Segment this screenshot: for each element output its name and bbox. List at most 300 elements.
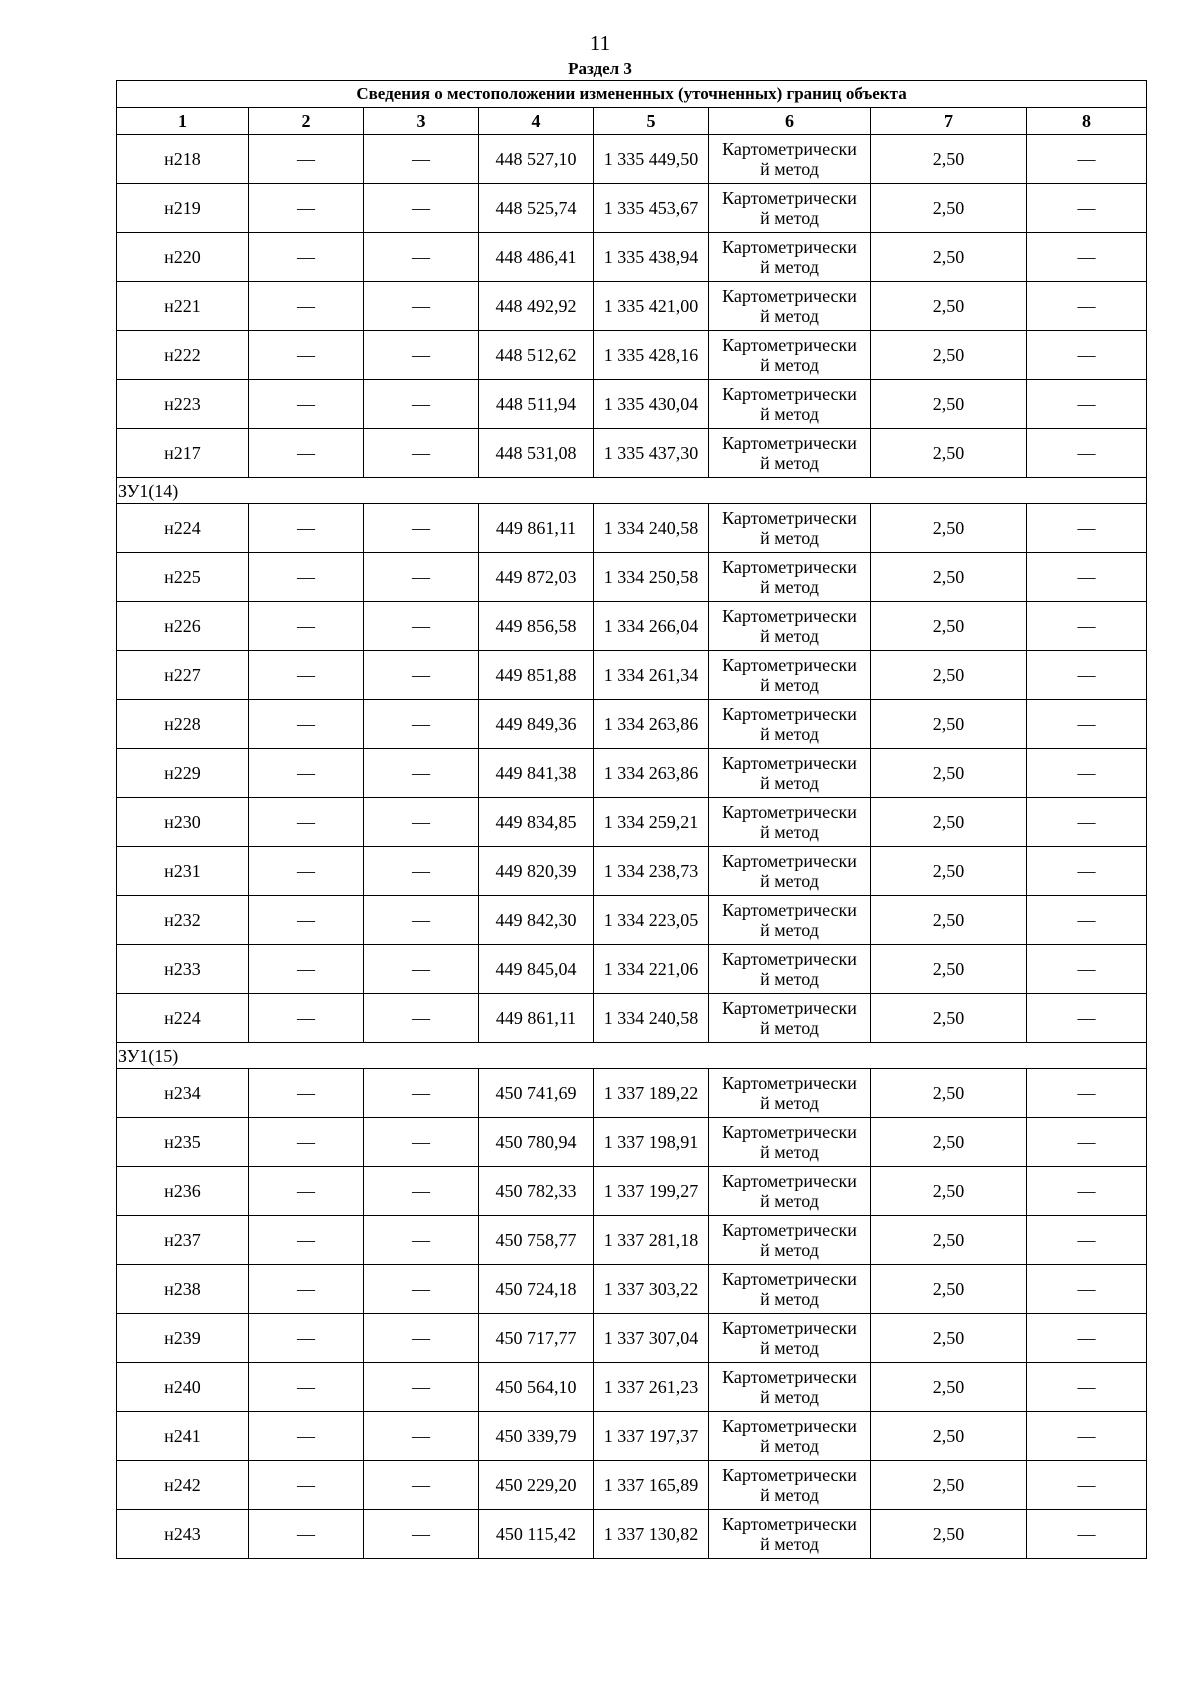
column-number: 5: [594, 108, 709, 135]
empty-dash-cell: —: [249, 896, 364, 945]
accuracy-cell: 2,50: [871, 380, 1027, 429]
y-coordinate-cell: 1 335 428,16: [594, 331, 709, 380]
empty-dash-cell: —: [1027, 184, 1147, 233]
empty-dash-cell: —: [249, 602, 364, 651]
point-number-cell: н240: [117, 1363, 249, 1412]
empty-dash-cell: —: [1027, 700, 1147, 749]
point-number-cell: н239: [117, 1314, 249, 1363]
method-cell: [709, 798, 871, 847]
table-row: [117, 1461, 1147, 1510]
method-line: Картометрически: [722, 1073, 857, 1093]
empty-dash-cell: —: [1027, 798, 1147, 847]
empty-dash-cell: —: [364, 282, 479, 331]
x-coordinate-cell: 450 115,42: [479, 1510, 594, 1559]
empty-dash-cell: —: [364, 1314, 479, 1363]
column-number: 1: [117, 108, 249, 135]
empty-dash-cell: —: [364, 380, 479, 429]
empty-dash-cell: —: [364, 1412, 479, 1461]
table-row: [117, 1069, 1147, 1118]
table-row: [117, 798, 1147, 847]
method-line: Картометрически: [722, 949, 857, 969]
empty-dash-cell: —: [1027, 1069, 1147, 1118]
y-coordinate-cell: 1 334 238,73: [594, 847, 709, 896]
empty-dash-cell: —: [249, 1265, 364, 1314]
method-line: й метод: [760, 1534, 819, 1554]
method-cell: [709, 945, 871, 994]
empty-dash-cell: —: [249, 282, 364, 331]
x-coordinate-cell: 449 872,03: [479, 553, 594, 602]
point-number-cell: н223: [117, 380, 249, 429]
method-cell: [709, 749, 871, 798]
method-line: Картометрически: [722, 998, 857, 1018]
empty-dash-cell: —: [1027, 1265, 1147, 1314]
x-coordinate-cell: 450 758,77: [479, 1216, 594, 1265]
y-coordinate-cell: 1 337 303,22: [594, 1265, 709, 1314]
x-coordinate-cell: 448 527,10: [479, 135, 594, 184]
table-row: [117, 1265, 1147, 1314]
y-coordinate-cell: 1 334 261,34: [594, 651, 709, 700]
method-line: Картометрически: [722, 1220, 857, 1240]
empty-dash-cell: —: [249, 1314, 364, 1363]
empty-dash-cell: —: [1027, 135, 1147, 184]
method-line: Картометрически: [722, 900, 857, 920]
table-row: [117, 749, 1147, 798]
table-row: [117, 896, 1147, 945]
point-number-cell: н230: [117, 798, 249, 847]
method-line: й метод: [760, 404, 819, 424]
empty-dash-cell: —: [249, 651, 364, 700]
empty-dash-cell: —: [1027, 1510, 1147, 1559]
y-coordinate-cell: 1 334 263,86: [594, 749, 709, 798]
y-coordinate-cell: 1 334 259,21: [594, 798, 709, 847]
point-number-cell: н235: [117, 1118, 249, 1167]
y-coordinate-cell: 1 337 198,91: [594, 1118, 709, 1167]
accuracy-cell: 2,50: [871, 1461, 1027, 1510]
method-line: й метод: [760, 1338, 819, 1358]
method-line: Картометрически: [722, 1465, 857, 1485]
method-line: й метод: [760, 871, 819, 891]
empty-dash-cell: —: [249, 380, 364, 429]
empty-dash-cell: —: [364, 233, 479, 282]
point-number-cell: н234: [117, 1069, 249, 1118]
x-coordinate-cell: 450 741,69: [479, 1069, 594, 1118]
method-cell: [709, 994, 871, 1043]
empty-dash-cell: —: [249, 1461, 364, 1510]
y-coordinate-cell: 1 334 240,58: [594, 994, 709, 1043]
page-number: 11: [589, 31, 611, 55]
empty-dash-cell: —: [249, 233, 364, 282]
accuracy-cell: 2,50: [871, 1167, 1027, 1216]
method-cell: [709, 651, 871, 700]
x-coordinate-cell: 448 511,94: [479, 380, 594, 429]
accuracy-cell: 2,50: [871, 945, 1027, 994]
empty-dash-cell: —: [1027, 847, 1147, 896]
x-coordinate-cell: 448 531,08: [479, 429, 594, 478]
empty-dash-cell: —: [364, 994, 479, 1043]
method-line: Картометрически: [722, 139, 857, 159]
y-coordinate-cell: 1 334 223,05: [594, 896, 709, 945]
method-line: Картометрически: [722, 1269, 857, 1289]
point-number-cell: н229: [117, 749, 249, 798]
x-coordinate-cell: 450 339,79: [479, 1412, 594, 1461]
empty-dash-cell: —: [249, 135, 364, 184]
x-coordinate-cell: 449 861,11: [479, 994, 594, 1043]
method-cell: [709, 1363, 871, 1412]
method-line: й метод: [760, 1485, 819, 1505]
table-row: [117, 429, 1147, 478]
x-coordinate-cell: 448 486,41: [479, 233, 594, 282]
accuracy-cell: 2,50: [871, 749, 1027, 798]
method-line: Картометрически: [722, 188, 857, 208]
method-line: й метод: [760, 159, 819, 179]
empty-dash-cell: —: [249, 945, 364, 994]
x-coordinate-cell: 449 849,36: [479, 700, 594, 749]
empty-dash-cell: —: [364, 945, 479, 994]
method-line: Картометрически: [722, 1416, 857, 1436]
method-line: Картометрически: [722, 286, 857, 306]
empty-dash-cell: —: [364, 1363, 479, 1412]
empty-dash-cell: —: [364, 1461, 479, 1510]
point-number-cell: н242: [117, 1461, 249, 1510]
x-coordinate-cell: 449 842,30: [479, 896, 594, 945]
point-number-cell: н224: [117, 994, 249, 1043]
empty-dash-cell: —: [1027, 331, 1147, 380]
x-coordinate-cell: 448 512,62: [479, 331, 594, 380]
y-coordinate-cell: 1 335 449,50: [594, 135, 709, 184]
point-number-cell: н231: [117, 847, 249, 896]
method-cell: [709, 602, 871, 651]
method-cell: [709, 135, 871, 184]
table-caption: Сведения о местоположении измененных (уточненных) границ объекта: [117, 81, 1147, 108]
accuracy-cell: 2,50: [871, 700, 1027, 749]
method-line: Картометрически: [722, 237, 857, 257]
empty-dash-cell: —: [364, 1069, 479, 1118]
table-row: [117, 282, 1147, 331]
y-coordinate-cell: 1 337 130,82: [594, 1510, 709, 1559]
method-line: й метод: [760, 626, 819, 646]
accuracy-cell: 2,50: [871, 1314, 1027, 1363]
accuracy-cell: 2,50: [871, 1510, 1027, 1559]
empty-dash-cell: —: [364, 700, 479, 749]
accuracy-cell: 2,50: [871, 896, 1027, 945]
empty-dash-cell: —: [249, 1510, 364, 1559]
empty-dash-cell: —: [364, 1216, 479, 1265]
accuracy-cell: 2,50: [871, 504, 1027, 553]
method-cell: [709, 380, 871, 429]
empty-dash-cell: —: [364, 553, 479, 602]
accuracy-cell: 2,50: [871, 994, 1027, 1043]
point-number-cell: н218: [117, 135, 249, 184]
method-line: й метод: [760, 773, 819, 793]
point-number-cell: н232: [117, 896, 249, 945]
column-number: 6: [709, 108, 871, 135]
method-line: й метод: [760, 1289, 819, 1309]
empty-dash-cell: —: [364, 1510, 479, 1559]
method-line: Картометрически: [722, 1514, 857, 1534]
method-line: Картометрически: [722, 704, 857, 724]
method-cell: [709, 847, 871, 896]
accuracy-cell: 2,50: [871, 429, 1027, 478]
method-line: Картометрически: [722, 557, 857, 577]
empty-dash-cell: —: [249, 994, 364, 1043]
group-label: ЗУ1(15): [117, 1043, 1147, 1069]
method-line: й метод: [760, 208, 819, 228]
method-cell: [709, 1461, 871, 1510]
x-coordinate-cell: 450 564,10: [479, 1363, 594, 1412]
method-line: й метод: [760, 724, 819, 744]
empty-dash-cell: —: [249, 798, 364, 847]
method-line: Картометрически: [722, 606, 857, 626]
accuracy-cell: 2,50: [871, 847, 1027, 896]
x-coordinate-cell: 448 525,74: [479, 184, 594, 233]
empty-dash-cell: —: [249, 331, 364, 380]
point-number-cell: н221: [117, 282, 249, 331]
group-header-row: [117, 478, 1147, 504]
method-line: Картометрически: [722, 508, 857, 528]
accuracy-cell: 2,50: [871, 1265, 1027, 1314]
method-line: й метод: [760, 822, 819, 842]
method-line: Картометрически: [722, 802, 857, 822]
y-coordinate-cell: 1 337 165,89: [594, 1461, 709, 1510]
method-line: й метод: [760, 675, 819, 695]
method-line: й метод: [760, 1436, 819, 1456]
empty-dash-cell: —: [1027, 602, 1147, 651]
x-coordinate-cell: 449 820,39: [479, 847, 594, 896]
empty-dash-cell: —: [1027, 233, 1147, 282]
accuracy-cell: 2,50: [871, 553, 1027, 602]
empty-dash-cell: —: [1027, 1363, 1147, 1412]
table-row: [117, 700, 1147, 749]
x-coordinate-cell: 450 229,20: [479, 1461, 594, 1510]
method-line: Картометрически: [722, 851, 857, 871]
table-row: [117, 945, 1147, 994]
method-line: Картометрически: [722, 433, 857, 453]
section-title: Раздел 3: [568, 59, 632, 78]
method-line: й метод: [760, 1018, 819, 1038]
point-number-cell: н225: [117, 553, 249, 602]
empty-dash-cell: —: [364, 331, 479, 380]
point-number-cell: н224: [117, 504, 249, 553]
y-coordinate-cell: 1 334 250,58: [594, 553, 709, 602]
method-cell: [709, 429, 871, 478]
method-cell: [709, 1314, 871, 1363]
empty-dash-cell: —: [249, 553, 364, 602]
column-number: 4: [479, 108, 594, 135]
empty-dash-cell: —: [249, 504, 364, 553]
empty-dash-cell: —: [364, 1265, 479, 1314]
method-cell: [709, 504, 871, 553]
empty-dash-cell: —: [249, 749, 364, 798]
x-coordinate-cell: 450 724,18: [479, 1265, 594, 1314]
y-coordinate-cell: 1 334 266,04: [594, 602, 709, 651]
empty-dash-cell: —: [1027, 651, 1147, 700]
y-coordinate-cell: 1 335 430,04: [594, 380, 709, 429]
point-number-cell: н228: [117, 700, 249, 749]
y-coordinate-cell: 1 337 197,37: [594, 1412, 709, 1461]
empty-dash-cell: —: [1027, 504, 1147, 553]
method-cell: [709, 1118, 871, 1167]
empty-dash-cell: —: [1027, 1167, 1147, 1216]
empty-dash-cell: —: [364, 798, 479, 847]
accuracy-cell: 2,50: [871, 282, 1027, 331]
empty-dash-cell: —: [1027, 1118, 1147, 1167]
y-coordinate-cell: 1 335 421,00: [594, 282, 709, 331]
method-cell: [709, 282, 871, 331]
accuracy-cell: 2,50: [871, 184, 1027, 233]
empty-dash-cell: —: [1027, 1314, 1147, 1363]
column-number: 8: [1027, 108, 1147, 135]
empty-dash-cell: —: [1027, 994, 1147, 1043]
empty-dash-cell: —: [249, 1412, 364, 1461]
method-line: й метод: [760, 355, 819, 375]
column-number: 7: [871, 108, 1027, 135]
method-cell: [709, 1510, 871, 1559]
empty-dash-cell: —: [1027, 749, 1147, 798]
empty-dash-cell: —: [249, 1118, 364, 1167]
method-line: Картометрически: [722, 655, 857, 675]
boundary-coordinates-table: [116, 80, 1147, 1559]
empty-dash-cell: —: [1027, 429, 1147, 478]
accuracy-cell: 2,50: [871, 1412, 1027, 1461]
column-number: 3: [364, 108, 479, 135]
empty-dash-cell: —: [364, 1167, 479, 1216]
empty-dash-cell: —: [249, 1069, 364, 1118]
method-line: й метод: [760, 306, 819, 326]
empty-dash-cell: —: [364, 651, 479, 700]
x-coordinate-cell: 449 856,58: [479, 602, 594, 651]
point-number-cell: н219: [117, 184, 249, 233]
method-line: Картометрически: [722, 384, 857, 404]
column-number: 2: [249, 108, 364, 135]
method-cell: [709, 1167, 871, 1216]
method-line: й метод: [760, 920, 819, 940]
empty-dash-cell: —: [1027, 380, 1147, 429]
empty-dash-cell: —: [1027, 896, 1147, 945]
accuracy-cell: 2,50: [871, 1216, 1027, 1265]
table-caption-row: [117, 81, 1147, 108]
x-coordinate-cell: 449 841,38: [479, 749, 594, 798]
x-coordinate-cell: 449 851,88: [479, 651, 594, 700]
empty-dash-cell: —: [364, 847, 479, 896]
method-line: й метод: [760, 257, 819, 277]
point-number-cell: н238: [117, 1265, 249, 1314]
table-row: [117, 651, 1147, 700]
accuracy-cell: 2,50: [871, 1118, 1027, 1167]
group-header-row: [117, 1043, 1147, 1069]
x-coordinate-cell: 449 834,85: [479, 798, 594, 847]
point-number-cell: н241: [117, 1412, 249, 1461]
accuracy-cell: 2,50: [871, 233, 1027, 282]
empty-dash-cell: —: [364, 429, 479, 478]
table-row: [117, 1363, 1147, 1412]
point-number-cell: н227: [117, 651, 249, 700]
method-line: Картометрически: [722, 1171, 857, 1191]
point-number-cell: н220: [117, 233, 249, 282]
method-line: й метод: [760, 1093, 819, 1113]
method-line: й метод: [760, 577, 819, 597]
empty-dash-cell: —: [249, 1216, 364, 1265]
x-coordinate-cell: 450 782,33: [479, 1167, 594, 1216]
y-coordinate-cell: 1 337 307,04: [594, 1314, 709, 1363]
point-number-cell: н217: [117, 429, 249, 478]
method-cell: [709, 1069, 871, 1118]
table-row: [117, 994, 1147, 1043]
empty-dash-cell: —: [249, 1167, 364, 1216]
table-row: [117, 504, 1147, 553]
method-line: й метод: [760, 1240, 819, 1260]
method-cell: [709, 331, 871, 380]
method-cell: [709, 1265, 871, 1314]
y-coordinate-cell: 1 334 240,58: [594, 504, 709, 553]
method-line: й метод: [760, 528, 819, 548]
table-row: [117, 135, 1147, 184]
method-cell: [709, 233, 871, 282]
method-cell: [709, 1216, 871, 1265]
y-coordinate-cell: 1 335 453,67: [594, 184, 709, 233]
y-coordinate-cell: 1 335 437,30: [594, 429, 709, 478]
method-cell: [709, 700, 871, 749]
empty-dash-cell: —: [1027, 1216, 1147, 1265]
method-line: й метод: [760, 1387, 819, 1407]
empty-dash-cell: —: [364, 896, 479, 945]
y-coordinate-cell: 1 334 221,06: [594, 945, 709, 994]
empty-dash-cell: —: [364, 135, 479, 184]
accuracy-cell: 2,50: [871, 798, 1027, 847]
table-row: [117, 1314, 1147, 1363]
x-coordinate-cell: 450 780,94: [479, 1118, 594, 1167]
y-coordinate-cell: 1 337 261,23: [594, 1363, 709, 1412]
table-body: [117, 81, 1147, 1559]
empty-dash-cell: —: [1027, 553, 1147, 602]
method-cell: [709, 553, 871, 602]
empty-dash-cell: —: [249, 429, 364, 478]
group-label: ЗУ1(14): [117, 478, 1147, 504]
column-numbers-row: [117, 108, 1147, 135]
method-line: Картометрически: [722, 1318, 857, 1338]
method-line: Картометрически: [722, 1367, 857, 1387]
table-row: [117, 380, 1147, 429]
empty-dash-cell: —: [249, 700, 364, 749]
x-coordinate-cell: 449 845,04: [479, 945, 594, 994]
method-cell: [709, 1412, 871, 1461]
table-row: [117, 1510, 1147, 1559]
table-row: [117, 1118, 1147, 1167]
empty-dash-cell: —: [364, 1118, 479, 1167]
table-row: [117, 1216, 1147, 1265]
y-coordinate-cell: 1 335 438,94: [594, 233, 709, 282]
empty-dash-cell: —: [364, 504, 479, 553]
empty-dash-cell: —: [249, 1363, 364, 1412]
point-number-cell: н233: [117, 945, 249, 994]
empty-dash-cell: —: [249, 184, 364, 233]
empty-dash-cell: —: [1027, 945, 1147, 994]
method-cell: [709, 896, 871, 945]
table-row: [117, 331, 1147, 380]
method-line: Картометрически: [722, 1122, 857, 1142]
accuracy-cell: 2,50: [871, 1363, 1027, 1412]
point-number-cell: н236: [117, 1167, 249, 1216]
method-line: Картометрически: [722, 753, 857, 773]
table-row: [117, 847, 1147, 896]
accuracy-cell: 2,50: [871, 1069, 1027, 1118]
method-line: й метод: [760, 1142, 819, 1162]
table-row: [117, 553, 1147, 602]
empty-dash-cell: —: [364, 749, 479, 798]
y-coordinate-cell: 1 337 281,18: [594, 1216, 709, 1265]
empty-dash-cell: —: [249, 847, 364, 896]
empty-dash-cell: —: [1027, 282, 1147, 331]
accuracy-cell: 2,50: [871, 331, 1027, 380]
